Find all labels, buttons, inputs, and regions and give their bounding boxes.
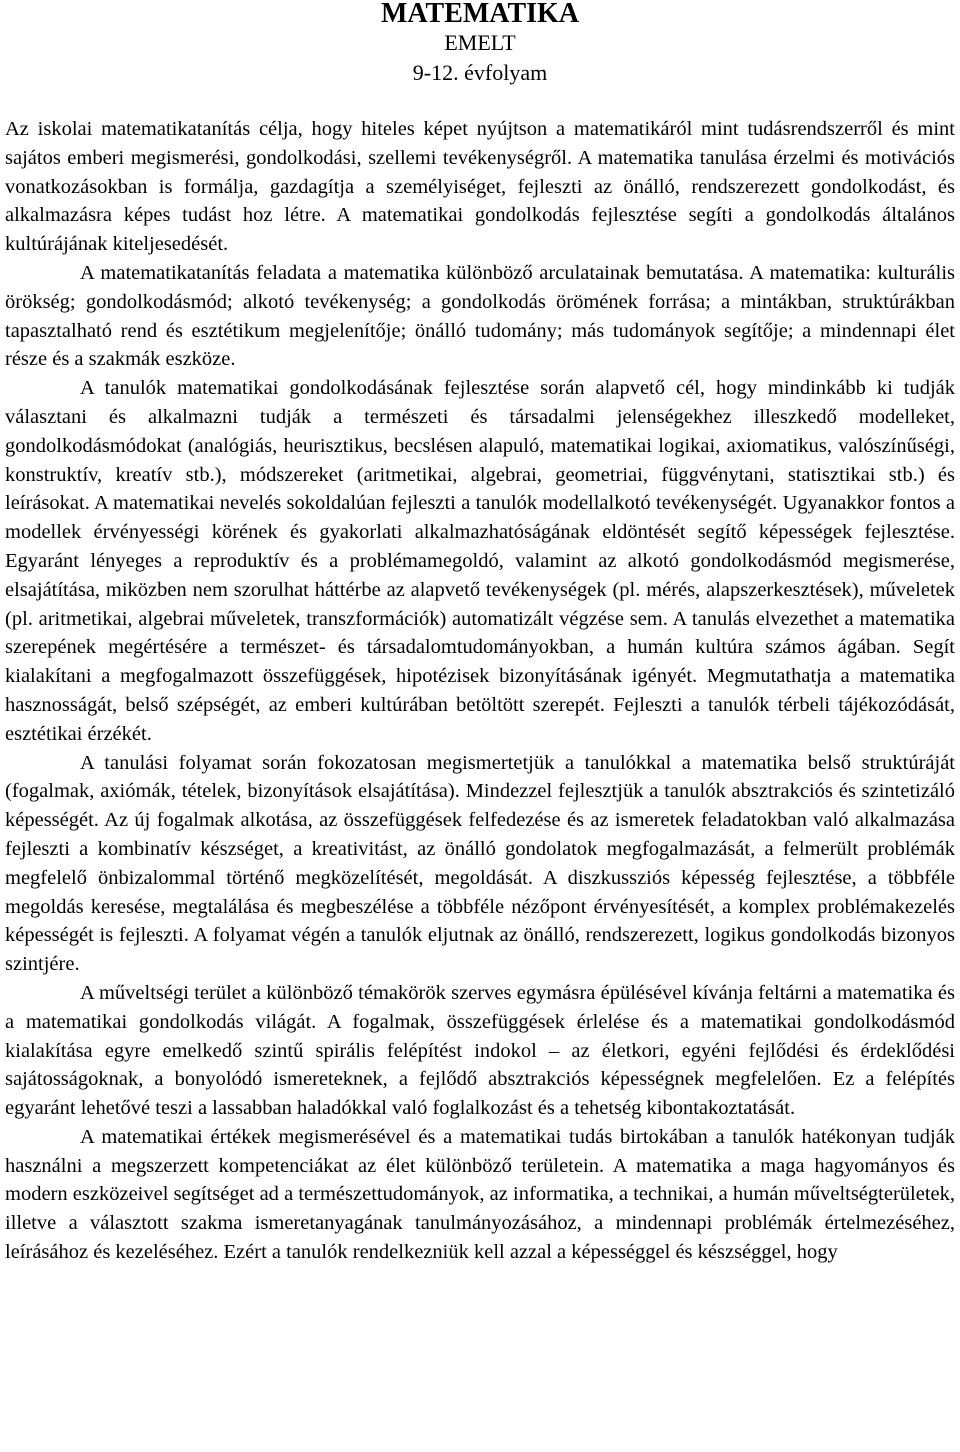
document-level: EMELT [444, 30, 516, 55]
paragraph: A matematikatanítás feladata a matematika különböző arculatainak bemutatása. A matematika: kulturális örökség; gondolkodásmód; alkotó tevékenység; a gondolkodás örömének forrása; a mintákban, struktúrákban tapasztalható rend és esztétikum megjelenítője; önálló tudomány; más tudományok segítője; a mindennapi élet része és a szakmák eszköze. [5, 261, 955, 371]
paragraph: A tanulók matematikai gondolkodásának fejlesztése során alapvető cél, hogy mindinkább ki tudják választani és alkalmazni tudják a természeti és társadalmi jelenségekhez illeszkedő modelleket, gondolkodásmódokat (analógiás, heurisztikus, becslésen alapuló, matematikai logikai, axiomatikus, valószínűségi, konstruktív, kreatív stb.), módszereket (aritmetikai, algebrai, geometriai, függvénytani, statisztikai stb.) és leírásokat. A matematikai nevelés sokoldalúan fejleszti a tanulók modellalkotó tevékenységét. Ugyanakkor fontos a modellek érvényességi körének és gyakorlati alkalmazhatóságának eldöntését segítő képességek fejlesztése. Egyaránt lényeges a reproduktív és a problémamegoldó, valamint az alkotó gondolkodásmód megismerése, elsajátítása, miközben nem szorulhat háttérbe az alapvető tevékenységek (pl. mérés, alapszerkesztések), műveletek (pl. aritmetikai, algebrai műveletek, transzformációk) automatizált végzése sem. A tanulás elvezethet a matematika szerepének megértésére a természet- és társadalomtudományokban, a humán kultúra számos ágában. Segít kialakítani a megfogalmazott összefüggések, hipotézisek bizonyításának igényét. Megmutathatja a matematika hasznosságát, belső szépségét, az emberi kultúrában betöltött szerepét. Fejleszti a tanulók térbeli tájékozódását, esztétikai érzékét. [5, 377, 955, 745]
document-body [5, 115, 955, 1267]
paragraph: Az iskolai matematikatanítás célja, hogy hiteles képet nyújtson a matematikáról mint tudásrendszerről és mint sajátos emberi megismerési, gondolkodási, szellemi tevékenységről. A matematika tanulása érzelmi és motivációs vonatkozásokban is formálja, gazdagítja a személyiséget, fejleszti az önálló, rendszerezett gondolkodást, és alkalmazásra képes tudást hoz létre. A matematikai gondolkodás fejlesztése segíti a gondolkodás általános kultúrájának kiteljesedését. [5, 118, 955, 256]
paragraph: A matematikai értékek megismerésével és a matematikai tudás birtokában a tanulók hatékonyan tudják használni a megszerzett kompetenciákat az élet különböző területein. A matematika a maga hagyományos és modern eszközeivel segítséget ad a természettudományok, az informatika, a technikai, a humán műveltségterületek, illetve a választott szakma ismeretanyagának tanulmányozásához, a mindennapi problémák értelmezéséhez, leírásához és kezeléséhez. Ezért a tanulók rendelkezniük kell azzal a képességgel és készséggel, hogy [5, 1125, 955, 1264]
document-page [5, 0, 955, 1267]
document-header [5, 0, 955, 88]
paragraph: A tanulási folyamat során fokozatosan megismertetjük a tanulókkal a matematika belső struktúráját (fogalmak, axiómák, tételek, bizonyítások elsajátítása). Mindezzel fejlesztjük a tanulók absztrakciós és szintetizáló képességét. Az új fogalmak alkotása, az összefüggések felfedezése és az ismeretek feladatokban való alkalmazása fejleszti a kombinatív készséget, a kreativitást, az önálló gondolatok megfogalmazását, a felmerült problémák megfelelő önbizalommal történő megközelítését, megoldását. A diszkussziós képesség fejlesztése, a többféle megoldás keresése, megtalálása és megbeszélése a többféle nézőpont érvényesítését, a komplex problémakezelés képességét is fejleszti. A folyamat végén a tanulók eljutnak az önálló, rendszerezett, logikus gondolkodás bizonyos szintjére. [5, 751, 955, 976]
document-title: MATEMATIKA [380, 0, 580, 29]
document-grades: 9-12. évfolyam [412, 60, 548, 85]
paragraph: A műveltségi terület a különböző témakörök szerves egymásra épülésével kívánja feltárni a matematika és a matematikai gondolkodás világát. A fogalmak, összefüggések érlelése és a matematikai gondolkodásmód kialakítása egyre emelkedő szintű spirális felépítést indokol – az életkori, egyéni fejlődési és érdeklődési sajátosságoknak, a bonyolódó ismereteknek, a fejlődő absztrakciós képességnek megfelelően. Ez a felépítés egyaránt lehetővé teszi a lassabban haladókkal való foglalkozást és a tehetség kibontakoztatását. [5, 981, 955, 1120]
